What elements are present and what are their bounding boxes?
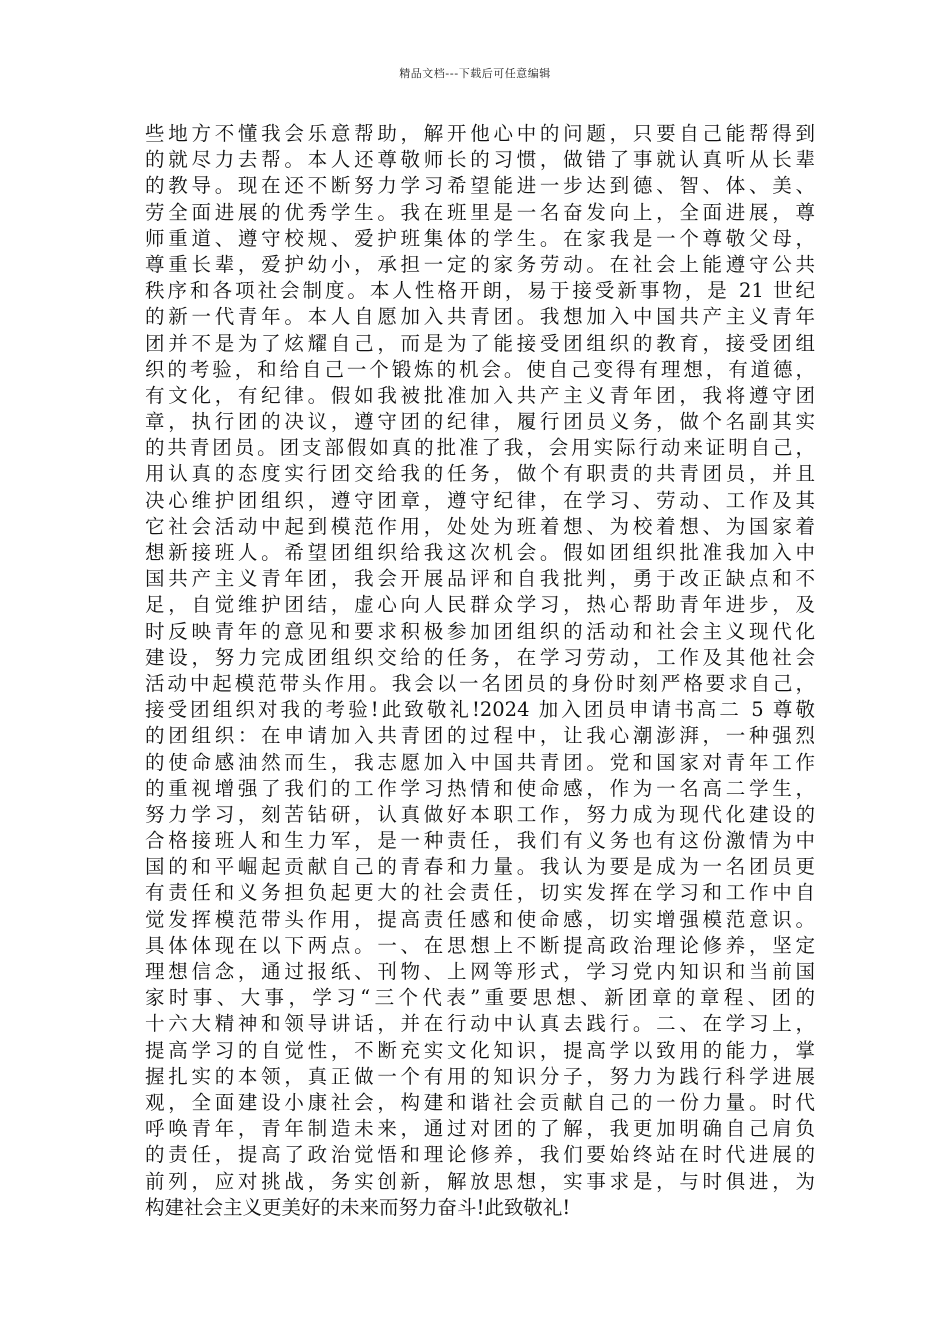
page-header-note: 精品文档---下载后可任意编辑 (399, 67, 551, 80)
text-line: 接受团组织对我的考验!此致敬礼!2024 加入团员申请书高二 5 尊敬 (145, 698, 815, 722)
text-line: 的使命感油然而生，我志愿加入中国共青团。党和国家对青年工作 (145, 750, 815, 774)
text-line: 具体体现在以下两点。一、在思想上不断提高政治理论修养，坚定 (145, 933, 815, 957)
text-line: 家时事、大事，学习“三个代表”重要思想、新团章的章程、团的 (145, 986, 815, 1010)
text-line: 观，全面建设小康社会，构建和谐社会贡献自己的一份力量。时代 (145, 1090, 815, 1114)
text-line: 的就尽力去帮。本人还尊敬师长的习惯，做错了事就认真听从长辈 (145, 148, 815, 172)
text-line: 理想信念，通过报纸、刊物、上网等形式，学习党内知识和当前国 (145, 960, 815, 983)
text-line: 构建社会主义更美好的未来而努力奋斗!此致敬礼! (145, 1195, 571, 1219)
text-line: 觉发挥模范带头作用，提高责任感和使命感，切实增强模范意识。 (145, 907, 815, 931)
text-line: 的共青团员。团支部假如真的批准了我，会用实际行动来证明自己， (145, 436, 815, 460)
text-line: 合格接班人和生力军，是一种责任，我们有义务也有这份激情为中 (145, 829, 815, 853)
document-body (145, 121, 815, 1221)
text-line: 的责任，提高了政治觉悟和理论修养，我们要始终站在时代进展的 (145, 1143, 815, 1167)
text-line: 握扎实的本领，真正做一个有用的知识分子，努力为践行科学进展 (145, 1064, 815, 1088)
text-line: 的新一代青年。本人自愿加入共青团。我想加入中国共产主义青年 (145, 305, 815, 329)
text-line: 的重视增强了我们的工作学习热情和使命感，作为一名高二学生， (145, 776, 815, 800)
text-line: 师重道、遵守校规、爱护班集体的学生。在家我是一个尊敬父母， (145, 226, 815, 250)
text-line: 建设，努力完成团组织交给的任务，在学习劳动，工作及其他社会 (145, 645, 815, 669)
text-line: 时反映青年的意见和要求积极参加团组织的活动和社会主义现代化 (145, 619, 815, 643)
text-line: 织的考验，和给自己一个锻炼的机会。使自己变得有理想，有道德， (145, 357, 815, 381)
text-line: 提高学习的自觉性，不断充实文化知识，提高学以致用的能力，掌 (145, 1038, 815, 1062)
text-line: 用认真的态度实行团交给我的任务，做个有职责的共青团员，并且 (145, 462, 815, 486)
text-line: 些地方不懂我会乐意帮助，解开他心中的问题，只要自己能帮得到 (145, 122, 815, 145)
text-line: 国的和平崛起贡献自己的青春和力量。我认为要是成为一名团员更 (145, 855, 815, 879)
text-line: 足，自觉维护团结，虚心向人民群众学习，热心帮助青年进步，及 (145, 593, 815, 617)
text-line: 秩序和各项社会制度。本人性格开朗，易于接受新事物，是 21 世纪 (145, 279, 815, 303)
text-line: 努力学习，刻苦钻研，认真做好本职工作，努力成为现代化建设的 (145, 802, 815, 826)
text-line: 前列，应对挑战，务实创新，解放思想，实事求是，与时俱进，为 (145, 1169, 815, 1193)
text-line: 团并不是为了炫耀自己，而是为了能接受团组织的教育，接受团组 (145, 331, 815, 355)
text-line: 国共产主义青年团，我会开展品评和自我批判，勇于改正缺点和不 (145, 567, 815, 591)
text-line: 活动中起模范带头作用。我会以一名团员的身份时刻严格要求自己， (145, 671, 815, 695)
text-line: 有文化，有纪律。假如我被批准加入共产主义青年团，我将遵守团 (145, 383, 815, 407)
text-line: 有责任和义务担负起更大的社会责任，切实发挥在学习和工作中自 (145, 881, 815, 905)
text-line: 呼唤青年，青年制造未来，通过对团的了解，我更加明确自己肩负 (145, 1117, 815, 1141)
text-line: 十六大精神和领导讲话，并在行动中认真去践行。二、在学习上， (145, 1012, 815, 1036)
text-line: 想新接班人。希望团组织给我这次机会。假如团组织批准我加入中 (145, 541, 815, 564)
text-line: 尊重长辈，爱护幼小，承担一定的家务劳动。在社会上能遵守公共 (145, 252, 815, 276)
text-line: 章，执行团的决议，遵守团的纪律，履行团员义务，做个名副其实 (145, 410, 815, 434)
text-line: 决心维护团组织，遵守团章，遵守纪律，在学习、劳动、工作及其 (145, 488, 815, 512)
text-line: 劳全面进展的优秀学生。我在班里是一名奋发向上，全面进展，尊 (145, 200, 815, 224)
text-line: 的教导。现在还不断努力学习希望能进一步达到德、智、体、美、 (145, 174, 815, 198)
text-line: 它社会活动中起到模范作用，处处为班着想、为校着想、为国家着 (145, 514, 815, 538)
text-line: 的团组织：在申请加入共青团的过程中，让我心潮澎湃，一种强烈 (145, 724, 815, 748)
